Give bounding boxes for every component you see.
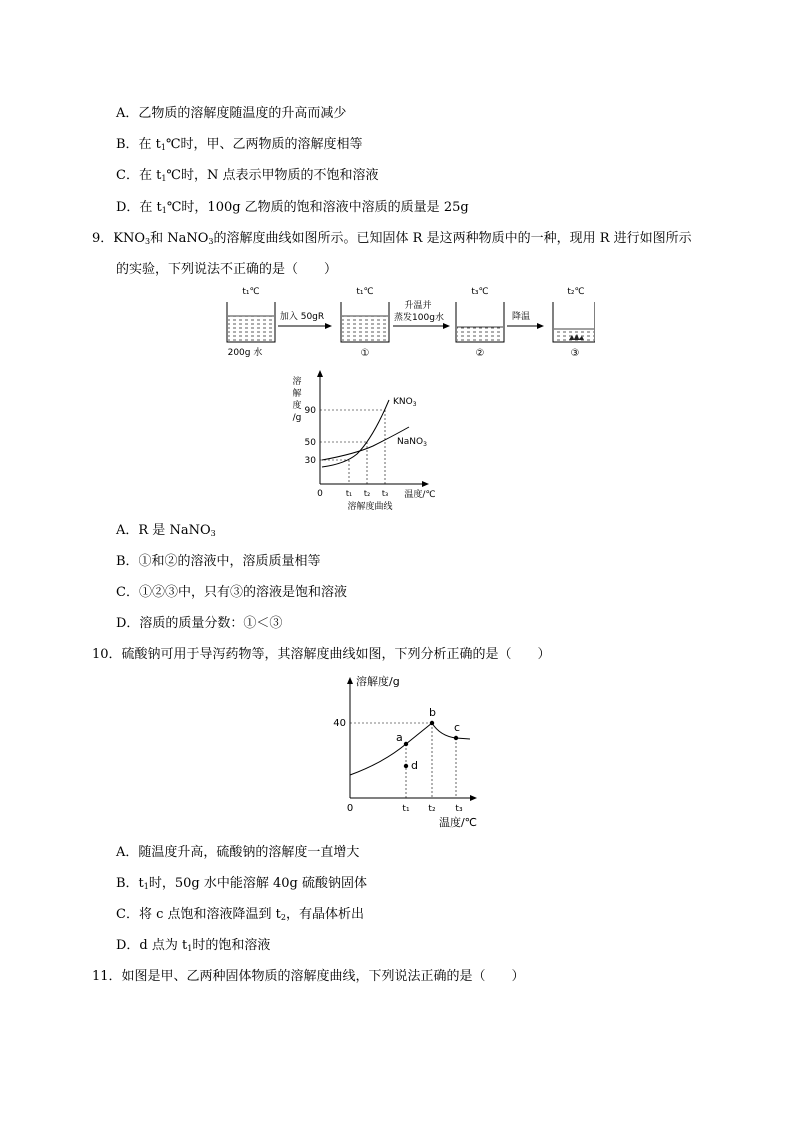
q10-label-c: c: [454, 721, 461, 734]
q10-origin: 0: [346, 803, 354, 814]
q10-xtick-t3: t₃: [455, 804, 463, 814]
beaker-1: [341, 287, 389, 359]
beaker-initial: [227, 287, 275, 358]
arrow-add-r: [278, 310, 332, 329]
q9-ylabel-3: 度: [292, 401, 302, 411]
arrow-heat-evaporate: [393, 299, 450, 329]
q10-ytick-40: 40: [333, 718, 346, 729]
q10-solubility-chart: [328, 668, 488, 833]
q9-xtick-t2: t₂: [363, 489, 371, 498]
q9-ylabel-1: 溶: [292, 377, 302, 387]
arrow-cool-label: 降温: [511, 312, 531, 322]
beaker-3-number: ③: [570, 348, 580, 359]
q10-label-b: b: [429, 706, 436, 719]
q9-ytick-50: 50: [304, 438, 316, 448]
q9-ytick-30: 30: [304, 456, 316, 466]
q9-origin: 0: [317, 489, 323, 499]
q9-legend-kno3: $KNO_3$: [393, 397, 417, 408]
q11-stem: 11．如图是甲、乙两种固体物质的溶解度曲线，下列说法正确的是（ ）: [92, 969, 525, 984]
q9-stem-line1: 9．$KNO_3$和 NaNO$_3$的溶解度曲线如图所示。已知固体 R 是这两种物质中的一种，现用 R 进行如图所示: [92, 231, 692, 246]
q10-ylabel: 溶解度/g: [356, 675, 400, 688]
q10-curve-falling: [432, 723, 470, 739]
beaker-1-number: ①: [360, 348, 370, 359]
arrow-heat-label-2: 蒸发100g水: [394, 313, 444, 323]
q10-option-c: C．将 c 点饱和溶液降温到 $t_2$，有晶体析出: [116, 907, 364, 922]
q10-option-b: B．$t_1$时，50g 水中能溶解 40g 硫酸钠固体: [116, 876, 367, 891]
q8-option-d: D．在 $t_1℃$时，100g 乙物质的饱和溶液中溶质的质量是 25g: [116, 200, 469, 215]
q9-ylabel-2: 解: [292, 389, 302, 399]
q9-option-c: C．①②③中，只有③的溶液是饱和溶液: [116, 585, 347, 600]
q10-point-c: [454, 736, 458, 740]
beaker-2-number: ②: [475, 348, 485, 359]
q9-stem-line2: 的实验，下列说法不正确的是（ ）: [116, 262, 338, 277]
q9-option-a: A．R 是 NaNO$_3$: [116, 523, 216, 538]
q10-xtick-t2: t₂: [428, 804, 436, 814]
q9-beaker-diagram: [215, 282, 595, 362]
q9-option-b: B．①和②的溶液中，溶质质量相等: [116, 554, 321, 569]
q9-legend-nano3: NaNO$_3$: [397, 437, 427, 448]
beaker-2-temp: t₃℃: [471, 287, 489, 297]
q8-option-c: C．在 $t_1℃$时，N 点表示甲物质的不饱和溶液: [116, 168, 379, 183]
beaker-2: [456, 287, 504, 359]
q9-xlabel: 温度/℃: [404, 490, 436, 500]
beaker-water-label: 200g 水: [227, 348, 263, 358]
q10-label-d: d: [411, 759, 418, 772]
arrow-heat-label-1: 升温并: [404, 301, 432, 311]
q10-xlabel: 温度/℃: [438, 816, 478, 829]
beaker-1-temp: t₁℃: [356, 287, 374, 297]
beaker-3: [553, 287, 595, 359]
arrow-add-r-label: 加入 50gR: [279, 312, 325, 322]
beaker-3-temp: t₂℃: [567, 287, 585, 297]
q9-xtick-t1: t₁: [345, 489, 353, 498]
q10-stem: 10．硫酸钠可用于导泻药物等，其溶解度曲线如图，下列分析正确的是（ ）: [92, 647, 551, 662]
q9-ytick-90: 90: [304, 406, 316, 416]
q8-option-a: A．乙物质的溶解度随温度的升高而减少: [116, 106, 347, 121]
q10-point-b: [430, 721, 434, 725]
q10-option-a: A．随温度升高，硫酸钠的溶解度一直增大: [116, 845, 360, 860]
q10-point-a: [404, 742, 408, 746]
q8-option-b: B．在 $t_1℃$时，甲、乙两物质的溶解度相等: [116, 137, 363, 152]
beaker-initial-temp: t₁℃: [242, 287, 260, 297]
q10-option-d: D．d 点为 $t_1$时的饱和溶液: [116, 938, 271, 953]
q10-label-a: a: [396, 731, 403, 744]
q10-point-d: [404, 764, 408, 768]
q9-option-d: D．溶质的质量分数：①＜③: [116, 616, 283, 631]
q10-curve-rising: [350, 723, 432, 775]
q9-chart-title: 溶解度曲线: [347, 502, 393, 512]
q10-xtick-t1: t₁: [402, 804, 410, 814]
q9-solubility-chart: [285, 368, 455, 513]
q9-xtick-t3: t₃: [381, 489, 389, 498]
arrow-cool: [507, 310, 544, 329]
q9-ylabel-4: /g: [292, 413, 302, 423]
